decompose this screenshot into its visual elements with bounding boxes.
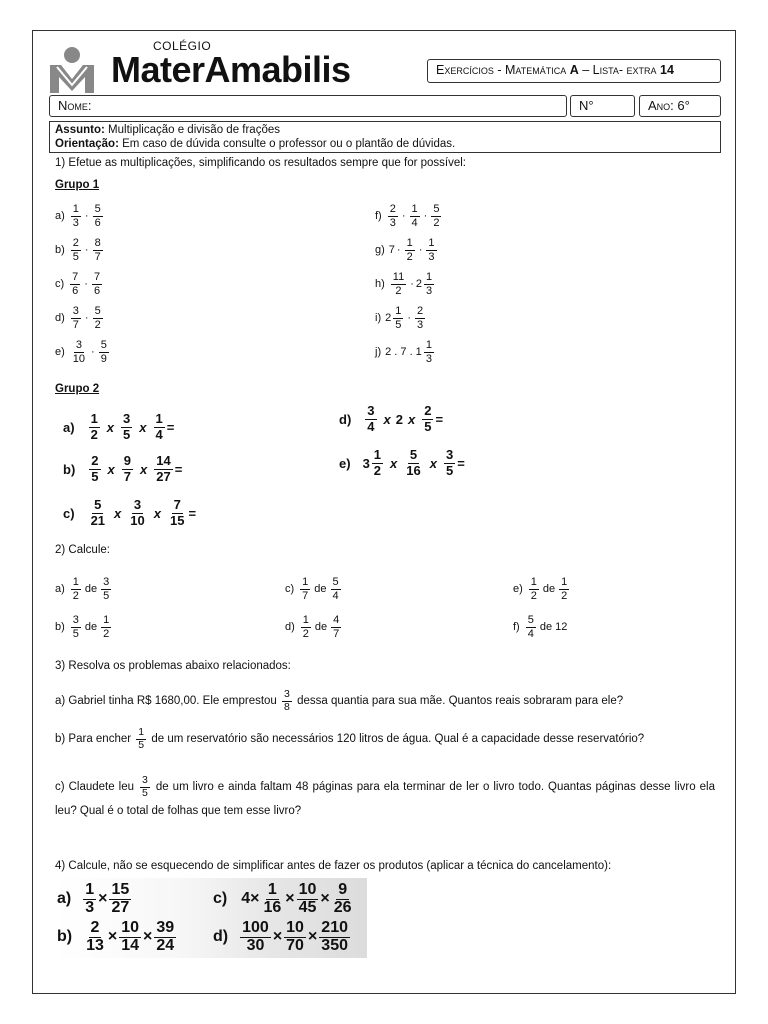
- grupo1-title: Grupo 1: [55, 179, 100, 191]
- q4-title: 4) Calcule, não se esquecendo de simplificar antes de fazer os produtos (aplicar a técnica do cancelamento):: [55, 860, 612, 872]
- ano-label: Ano:: [648, 98, 674, 113]
- list-title-box: [427, 59, 721, 83]
- q3-problem-c: c) Claudete leu $\frac{3}{5}$ de um livro e ainda faltam 48 páginas para ela terminar de ler o livro todo. Quantas páginas desse livro ela leu? Qual é o total de folhas que tem esse livro?: [55, 774, 715, 818]
- list-letter: A: [569, 63, 579, 77]
- numero-label: N°: [579, 98, 594, 113]
- list-prefix: Exercícios - Matemática: [436, 63, 567, 77]
- q2-item-c: c) 1 7 de 5 4: [285, 576, 339, 602]
- g1-item-d: d) 3 7 · 5 2: [55, 305, 101, 331]
- list-mid: – Lista- extra: [582, 63, 657, 77]
- logo-main-text: MaterAmabilis: [111, 49, 351, 90]
- list-number: 14: [660, 63, 674, 77]
- g2-item-b: b) 2 5 x 9 7 x $\frac{14}{27}$ =: [63, 453, 183, 484]
- g1-item-b: b) 2 5 · 8 7: [55, 237, 101, 263]
- g1-item-i: i) 2 1 5 · 2 3: [375, 305, 424, 331]
- q1-title: 1) Efetue as multiplicações, simplificando os resultados sempre que for possível:: [55, 157, 467, 169]
- q2-item-f: f) 5 4 de 12: [513, 614, 568, 640]
- assunto-text: Multiplicação e divisão de frações: [108, 124, 280, 136]
- orientacao-text: Em caso de dúvida consulte o professor ou o plantão de dúvidas.: [122, 137, 456, 150]
- g1-item-a: a) 1 3 · 5 6: [55, 203, 101, 229]
- q3-problem-b: b) Para encher $\frac{1}{5}$ de um reservatório são necessários 120 litros de água. Qual é a capacidade desse reservatório?: [55, 726, 645, 751]
- q3-title: 3) Resolva os problemas abaixo relacionados:: [55, 660, 291, 672]
- ano-field[interactable]: [639, 95, 721, 117]
- assunto-label: Assunto:: [55, 124, 105, 136]
- info-box: [49, 121, 721, 153]
- q2-title: 2) Calcule:: [55, 544, 110, 556]
- nome-label: Nome:: [58, 98, 92, 113]
- g2-item-a: a) 1 2 x 3 5 x $\frac{1}{4}$ =: [63, 411, 175, 442]
- g2-item-e: e) 3 1 2 x 5 16 x $\frac{3}{5}$ =: [339, 447, 465, 478]
- q4-item-d: d) $\frac{100}{30}$ × $\frac{10}{70}$ × $\frac{210}{350}$: [213, 918, 348, 954]
- g1-item-h: h) 11 2 · 2 1 3: [375, 271, 433, 297]
- ano-value: 6°: [677, 98, 690, 113]
- g2-item-d: d) 3 4 x 2 x $\frac{2}{5}$ =: [339, 403, 444, 434]
- g1-item-e: e) 3 10 · 5 9: [55, 339, 107, 365]
- q2-item-d: d) 1 2 de 4 7: [285, 614, 340, 640]
- school-logo-icon: [47, 45, 97, 97]
- g2-item-c: c) 5 21 x 3 10 x $\frac{7}{15}$ =: [63, 497, 197, 528]
- q4-scanned-image: [55, 878, 367, 958]
- q4-item-c: c) 4 × $\frac{1}{16}$ × $\frac{10}{45}$ × $\frac{9}{26}$: [213, 880, 352, 916]
- q2-item-e: e) 1 2 de 1 2: [513, 576, 568, 602]
- logo-small-text: COLÉGIO: [153, 39, 212, 53]
- nome-field[interactable]: [49, 95, 567, 117]
- g1-item-f: f) 2 3 · 1 4 · 5 2: [375, 203, 440, 229]
- numero-field[interactable]: [570, 95, 635, 117]
- grupo2-title: Grupo 2: [55, 383, 100, 395]
- q4-item-b: b) $\frac{2}{13}$ × $\frac{10}{14}$ × $\frac{39}{24}$: [57, 918, 175, 954]
- g1-item-j: j) 2 . 7 . 1 1 3: [375, 339, 432, 365]
- g1-item-g: g) 7 · 1 2 · 1 3: [375, 237, 435, 263]
- worksheet-page: [32, 30, 736, 994]
- g1-item-c: c) 7 6 · 7 6: [55, 271, 101, 297]
- q2-item-a: a) 1 2 de 3 5: [55, 576, 110, 602]
- q4-item-a: a) $\frac{1}{3}$ × $\frac{15}{27}$: [57, 880, 130, 916]
- q2-item-b: b) 3 5 de 1 2: [55, 614, 110, 640]
- q3-problem-a: a) Gabriel tinha R$ 1680,00. Ele emprestou $\frac{3}{8}$ dessa quantia para sua mãe. Quantos reais sobraram para ele?: [55, 688, 624, 713]
- orientacao-label: Orientação:: [55, 137, 119, 150]
